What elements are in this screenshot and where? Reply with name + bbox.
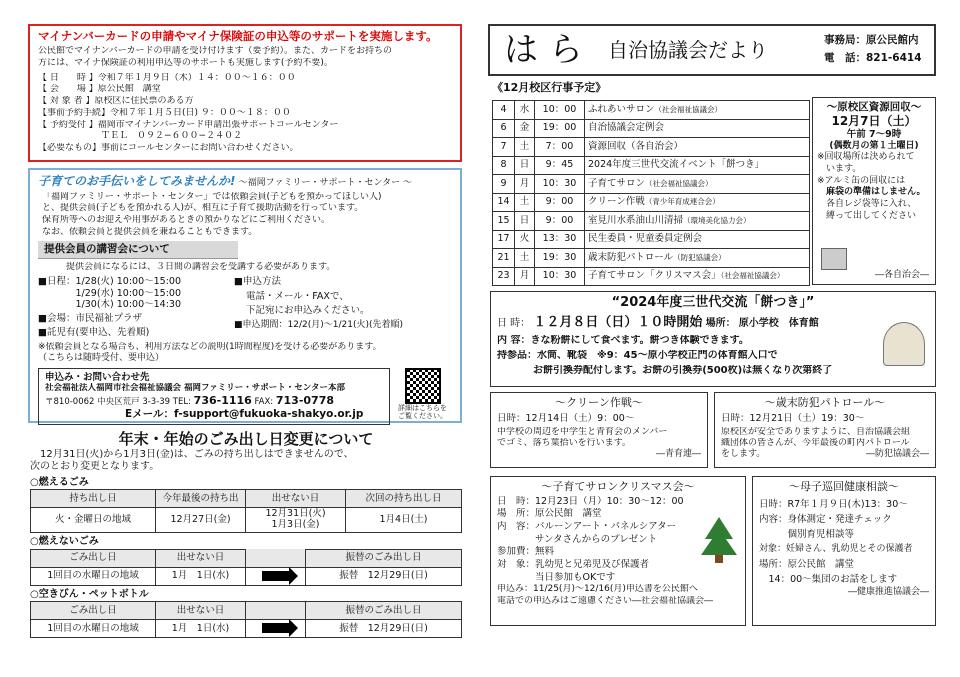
qr-note: ご覧ください。 — [398, 412, 447, 421]
col-header: 次回の持ち出し日 — [346, 490, 462, 508]
col-header: 今年最後の持ち出 — [156, 490, 246, 508]
recycle-title: 〜原校区資源回収〜 — [826, 101, 922, 113]
garbage-notice — [30, 430, 462, 638]
schedule-event — [585, 119, 810, 138]
apply-note: 下記宛にお申込みください。 — [246, 305, 370, 317]
mochi-event — [490, 291, 936, 387]
family-support-body: なお、依頼会員と提供会員を兼ねることもできます。 — [42, 226, 258, 237]
clean-line: 中学校の周辺を中学生と青育会のメンバー — [497, 426, 668, 437]
recycle-note: (偶数月の第１土曜日) — [829, 141, 919, 151]
nonburnable-label: ○燃えないごみ — [30, 536, 99, 548]
burnable-table — [30, 489, 462, 533]
schedule-time: 19：30 — [535, 249, 585, 268]
date-item: 1/28(火) 10:00〜15:00 — [75, 275, 182, 287]
table-cell: 1月4日(土) — [346, 508, 462, 533]
qr-code-icon[interactable] — [405, 368, 441, 404]
schedule-day: 21 — [493, 249, 515, 268]
xmas-line: 電話での申込みはご遠慮ください―社会福祉協議会― — [497, 596, 714, 607]
recycle-line: 麻袋の準備はしません。 — [817, 187, 926, 198]
clean-date: 日時：12月14日（土）9：00〜 — [497, 412, 635, 424]
contact-title: 申込み・お問い合わせ先 — [45, 371, 150, 383]
mynumber-intro: 方には、マイナ保険証の利用申込等のサポートも実施します(予約不要)。 — [38, 58, 333, 69]
xmas-line: 場 所：原公民館 講堂 — [497, 508, 602, 520]
apply-label: ■申込方法 — [234, 275, 281, 287]
mynumber-row: 【 会 場 】原公民館 講堂 — [38, 84, 161, 95]
contact-fax: 713-0778 — [275, 394, 335, 407]
xmas-line: 内 容：バルーンアート・パネルシアター — [497, 521, 677, 532]
schedule-row — [493, 156, 810, 175]
xmas-line: 対 象：乳幼児と兄弟児及び保護者 — [497, 558, 650, 570]
schedule-event-name: 歳末防犯パトロール — [588, 251, 674, 263]
xmas-box — [490, 476, 746, 626]
recycle-line: ※回収場所は決められて — [817, 152, 915, 163]
mochi-content: 内 容：きな粉餅にして食べます。餅つき体験できます。 — [497, 334, 749, 346]
schedule-event-name: 民生委員・児童委員定例会 — [588, 233, 703, 245]
schedule-day: 14 — [493, 193, 515, 212]
burnable-label: ○燃えるごみ — [30, 476, 89, 488]
xmas-line: サンタさんからのプレゼント — [497, 533, 658, 545]
checkup-line: 日時：R7年１月９日(木)13：30〜 — [759, 498, 908, 510]
christmas-tree-icon — [701, 517, 737, 563]
recycle-line: います。 — [817, 163, 862, 174]
table-cell: 振替 12月29日(日) — [306, 567, 462, 585]
schedule-event-name: 子育てサロン — [588, 177, 646, 189]
mochi-bring: 持参品：水筒、靴袋 ※9：45〜原小学校正門の体育館入口で — [497, 350, 778, 361]
schedule-day: 7 — [493, 138, 515, 157]
schedule-time: 10：00 — [535, 101, 585, 120]
schedule-day: 8 — [493, 156, 515, 175]
mochi-venue: 原小学校 体育館 — [738, 318, 819, 330]
title-big: は ら — [504, 30, 583, 70]
section-title: 提供会員の講習会について — [38, 241, 238, 259]
mochi-title: “2024年度三世代交流「餅つき」” — [611, 295, 815, 310]
schedule-row — [493, 212, 810, 231]
recycle-box — [812, 97, 936, 285]
xmas-title: 〜子育てサロンクリスマス会〜 — [541, 480, 695, 493]
nonburnable-table — [30, 549, 462, 586]
schedule-time: 13：30 — [535, 230, 585, 249]
note: ※依頼会員となる場合も、利用方法などの説明(1時間程度)を受ける必要があります。 — [38, 342, 382, 352]
table-cell: 火・金曜日の地域 — [31, 508, 156, 533]
section-lead: 提供会員になるには、３日間の講習会を受講する必要があります。 — [66, 262, 336, 273]
family-support-body: と、提供会員(子どもを預かれる人)が、相互に子育て援助活動を行っています。 — [42, 203, 364, 214]
schedule-row — [493, 119, 810, 138]
note: （こちらは随時受付、要申込） — [38, 353, 165, 364]
schedule-row — [493, 230, 810, 249]
schedule-organizer: （環境美化協力会） — [683, 215, 751, 225]
arrow-right-icon — [262, 571, 290, 581]
col-header: 出せない日 — [156, 549, 246, 567]
patrol-sig: ―防犯協議会― — [865, 449, 929, 460]
contact-org: 社会福祉法人福岡市社会福祉協議会 福岡ファミリー・サポート・センター本部 — [45, 383, 345, 394]
schedule-weekday: 土 — [515, 249, 535, 268]
table-cell: 1月 1日(水) — [156, 567, 246, 585]
mynumber-row: 【 対 象 者 】原校区に住民票のある方 — [38, 96, 194, 107]
schedule-weekday: 金 — [515, 119, 535, 138]
garbage-lead: 12月31日(火)から1月3日(金)は、ごみの持ち出しはできませんので、 — [40, 448, 354, 460]
patrol-line: をします。 — [721, 449, 766, 460]
contact-fax-label: FAX: — [254, 397, 274, 407]
table-cell: 振替 12月29日(日) — [306, 620, 462, 638]
schedule-event-name: 資源回収（各自治会） — [588, 140, 684, 152]
schedule-event-name: 自治協議会定例会 — [588, 122, 665, 134]
recycle-sig: ―各自治会― — [874, 269, 929, 280]
schedule-time: 9：00 — [535, 212, 585, 231]
arrow-right-icon — [262, 623, 290, 633]
schedule-time: 19：00 — [535, 119, 585, 138]
schedule-event — [585, 175, 810, 194]
mynumber-row: 【 予約受付 】福岡市マイナンバーカード申請出張サポートコールセンター — [38, 119, 339, 130]
garbage-title: 年末・年始のごみ出し日変更について — [118, 430, 374, 448]
dates-label: ■日程： — [38, 275, 76, 287]
schedule-row — [493, 249, 810, 268]
date-item: 1/29(水) 10:00〜15:00 — [75, 287, 182, 299]
col-header: 出せない日 — [156, 602, 246, 620]
patrol-title: 〜歳末防犯パトロール〜 — [764, 396, 886, 409]
xmas-line: 参加費：無料 — [497, 546, 555, 558]
family-support-title: 子育てのお手伝いをしてみませんか! — [38, 174, 236, 188]
schedule-event-name: クリーン作戦 — [588, 196, 645, 208]
clean-title: 〜クリーン作戦〜 — [555, 396, 643, 409]
contact-address: 〒810-0062 中央区荒戸 3-3-39 TEL: — [45, 397, 191, 407]
childcare: ■託児有(要申込、先着順) — [38, 327, 150, 339]
checkup-box — [752, 476, 936, 626]
schedule-event — [585, 267, 810, 286]
recycle-bag-icon — [821, 248, 847, 270]
bottles-label: ○空きびん・ペットボトル — [30, 588, 149, 600]
contact-email[interactable]: Eメール：f-support@fukuoka-shakyo.or.jp — [125, 407, 364, 420]
title-rest: 自治協議会だより — [608, 38, 768, 62]
schedule-event — [585, 156, 810, 175]
col-header: ごみ出し日 — [31, 602, 156, 620]
bottles-table — [30, 601, 462, 638]
checkup-line: 内容：身体測定・発達チェック — [759, 513, 892, 525]
patrol-line: 原校区が安全でありますように、自治協議会組 — [721, 426, 911, 437]
recycle-time: 午前 7〜9時 — [846, 129, 902, 141]
schedule-row — [493, 101, 810, 120]
checkup-line: 個別育児相談等 — [759, 529, 855, 541]
family-support-body: 保育所等へのお迎えや用事があるときの預かりなどにご利用ください。 — [42, 214, 331, 225]
schedule-time: 9：45 — [535, 156, 585, 175]
xmas-line: 日 時：12月23日（月）10：30〜12：00 — [497, 495, 684, 507]
schedule-event — [585, 249, 810, 268]
schedule-day: 23 — [493, 267, 515, 286]
schedule-time: 10：30 — [535, 267, 585, 286]
checkup-line: 場所：原公民館 講堂 — [759, 558, 855, 570]
office: 事務局：原公民館内 — [824, 34, 919, 46]
contact-tel: 736-1116 — [193, 394, 252, 407]
schedule-time: 10：30 — [535, 175, 585, 194]
schedule-event-name: 子育てサロン「クリスマス会」 — [588, 270, 721, 282]
schedule-weekday: 土 — [515, 138, 535, 157]
schedule-weekday: 水 — [515, 101, 535, 120]
schedule-weekday: 月 — [515, 267, 535, 286]
schedule-organizer: （社会福祉協議会） — [720, 271, 785, 281]
schedule-time: 9：00 — [535, 193, 585, 212]
xmas-line: 当日参加もOKです — [497, 571, 616, 583]
schedule-event — [585, 212, 810, 231]
mochi-date-label: 日 時： — [497, 318, 531, 330]
schedule-organizer: （青少年育成連合会） — [644, 197, 720, 207]
xmas-line: 申込み：11/25(月)〜12/16(月)申込書を公民館へ — [497, 584, 698, 595]
clean-line: でゴミ、落ち葉拾いを行います。 — [497, 437, 631, 448]
tel: 電 話：821-6414 — [824, 52, 922, 64]
table-cell: 1月3日(金) — [271, 519, 320, 531]
schedule-weekday: 日 — [515, 212, 535, 231]
schedule-day: 9 — [493, 175, 515, 194]
recycle-line: 各自レジ袋等に入れ、 — [817, 199, 917, 209]
recycle-line: ※アルミ缶の回収には — [817, 175, 906, 186]
table-cell: 1回目の水曜日の地域 — [31, 620, 156, 638]
schedule-title: 《12月校区行事予定》 — [492, 81, 607, 94]
col-header: ごみ出し日 — [31, 549, 156, 567]
schedule-table — [492, 100, 810, 286]
mochi-bring: お餅引換券配付します。お餅の引換券(500枚)は無くなり次第終了 — [533, 364, 833, 376]
schedule-time: 7：00 — [535, 138, 585, 157]
qr-note: 詳細はこちらを — [398, 403, 447, 412]
mynumber-intro: 公民館でマイナンバーカードの申請を受け付けます（要予約）。また、カードをお持ちの — [38, 46, 393, 57]
col-header: 振替のごみ出し日 — [306, 549, 462, 567]
mynumber-title: マイナンバーカードの申請やマイナ保険証の申込等のサポートを実施します。 — [38, 29, 438, 43]
mynumber-notice — [28, 24, 462, 162]
schedule-row — [493, 138, 810, 157]
checkup-title: 〜母子巡回健康相談〜 — [789, 480, 899, 493]
clean-box — [490, 392, 708, 468]
clean-sig: ―青育連― — [655, 449, 701, 460]
venue: ■会場：市民福祉プラザ — [38, 313, 142, 325]
schedule-event — [585, 193, 810, 212]
col-header: 持ち出し日 — [31, 490, 156, 508]
schedule-organizer: （社会福祉協議会） — [654, 104, 723, 114]
schedule-weekday: 日 — [515, 156, 535, 175]
schedule-event-name: 2024年度三世代交流イベント「餅つき」 — [588, 159, 765, 171]
recycle-date: 12月7日（土） — [831, 114, 917, 129]
table-cell: 1回目の水曜日の地域 — [31, 567, 156, 585]
schedule-organizer: （社会福祉協議会） — [645, 178, 713, 188]
mochi-pounding-icon — [883, 322, 925, 366]
patrol-box — [714, 392, 936, 468]
schedule-day: 15 — [493, 212, 515, 231]
mochi-date: １２月８日（日）１０時開始 — [533, 315, 703, 331]
newsletter-header — [488, 24, 936, 76]
schedule-weekday: 火 — [515, 230, 535, 249]
schedule-organizer: （防犯協議会） — [673, 252, 726, 262]
mynumber-row: 【事前予約手続】令和７年１月５日(日) ９：００〜１８：００ — [38, 107, 291, 118]
garbage-lead: 次のとおり変更となります。 — [30, 461, 160, 473]
schedule-day: 4 — [493, 101, 515, 120]
col-header: 振替のごみ出し日 — [306, 602, 462, 620]
checkup-line: 14：00〜集団のお話をします — [759, 573, 898, 585]
schedule-weekday: 月 — [515, 175, 535, 194]
checkup-sig: ―健康推進協議会― — [847, 587, 929, 598]
schedule-weekday: 土 — [515, 193, 535, 212]
patrol-line: 織団体の皆さんが、今年最後の町内パトロール — [721, 437, 910, 448]
schedule-event-name: ふれあいサロン — [588, 103, 655, 115]
schedule-row — [493, 193, 810, 212]
col-header: 出せない日 — [246, 490, 346, 508]
schedule-event-name: 室見川水系油山川清掃 — [588, 214, 684, 226]
apply-period: ■申込期間：12/2(月)〜1/21(火)(先着順) — [234, 320, 403, 331]
checkup-line: 対象：妊婦さん、乳幼児とその保護者 — [759, 544, 913, 555]
date-item: 1/30(木) 10:00〜14:30 — [75, 299, 182, 311]
mynumber-row: ＴＥＬ ０９２−６００−２４０２ — [38, 131, 243, 142]
schedule-day: 17 — [493, 230, 515, 249]
patrol-date: 日時：12月21日（土）19：30〜 — [721, 412, 865, 424]
mochi-venue-label: 場所： — [705, 318, 736, 330]
apply-methods: 電話・メール・FAXで、 — [246, 290, 349, 302]
recycle-line: 縛って出してください — [817, 210, 917, 221]
schedule-event — [585, 138, 810, 157]
family-support-notice — [28, 168, 462, 423]
family-support-body: 「福岡ファミリー・サポート・センター」では依頼会員(子どもを預かってほしい人) — [42, 191, 382, 202]
table-cell: 12月31日(火) — [265, 508, 326, 520]
schedule-day: 6 — [493, 119, 515, 138]
family-support-org: 〜福岡ファミリー・サポート・センター 〜 — [238, 178, 412, 188]
schedule-event — [585, 230, 810, 249]
schedule-event — [585, 101, 810, 120]
contact-box — [38, 368, 390, 425]
mynumber-row: 【必要なもの】事前にコールセンターにお問い合わせください。 — [38, 142, 299, 153]
schedule-row — [493, 267, 810, 286]
mynumber-row: 【 日 時 】令和７年１月９日（木）１４：００〜１６：００ — [38, 72, 296, 83]
schedule-row — [493, 175, 810, 194]
table-cell: 12月27日(金) — [156, 508, 246, 533]
table-cell: 1月 1日(水) — [156, 620, 246, 638]
